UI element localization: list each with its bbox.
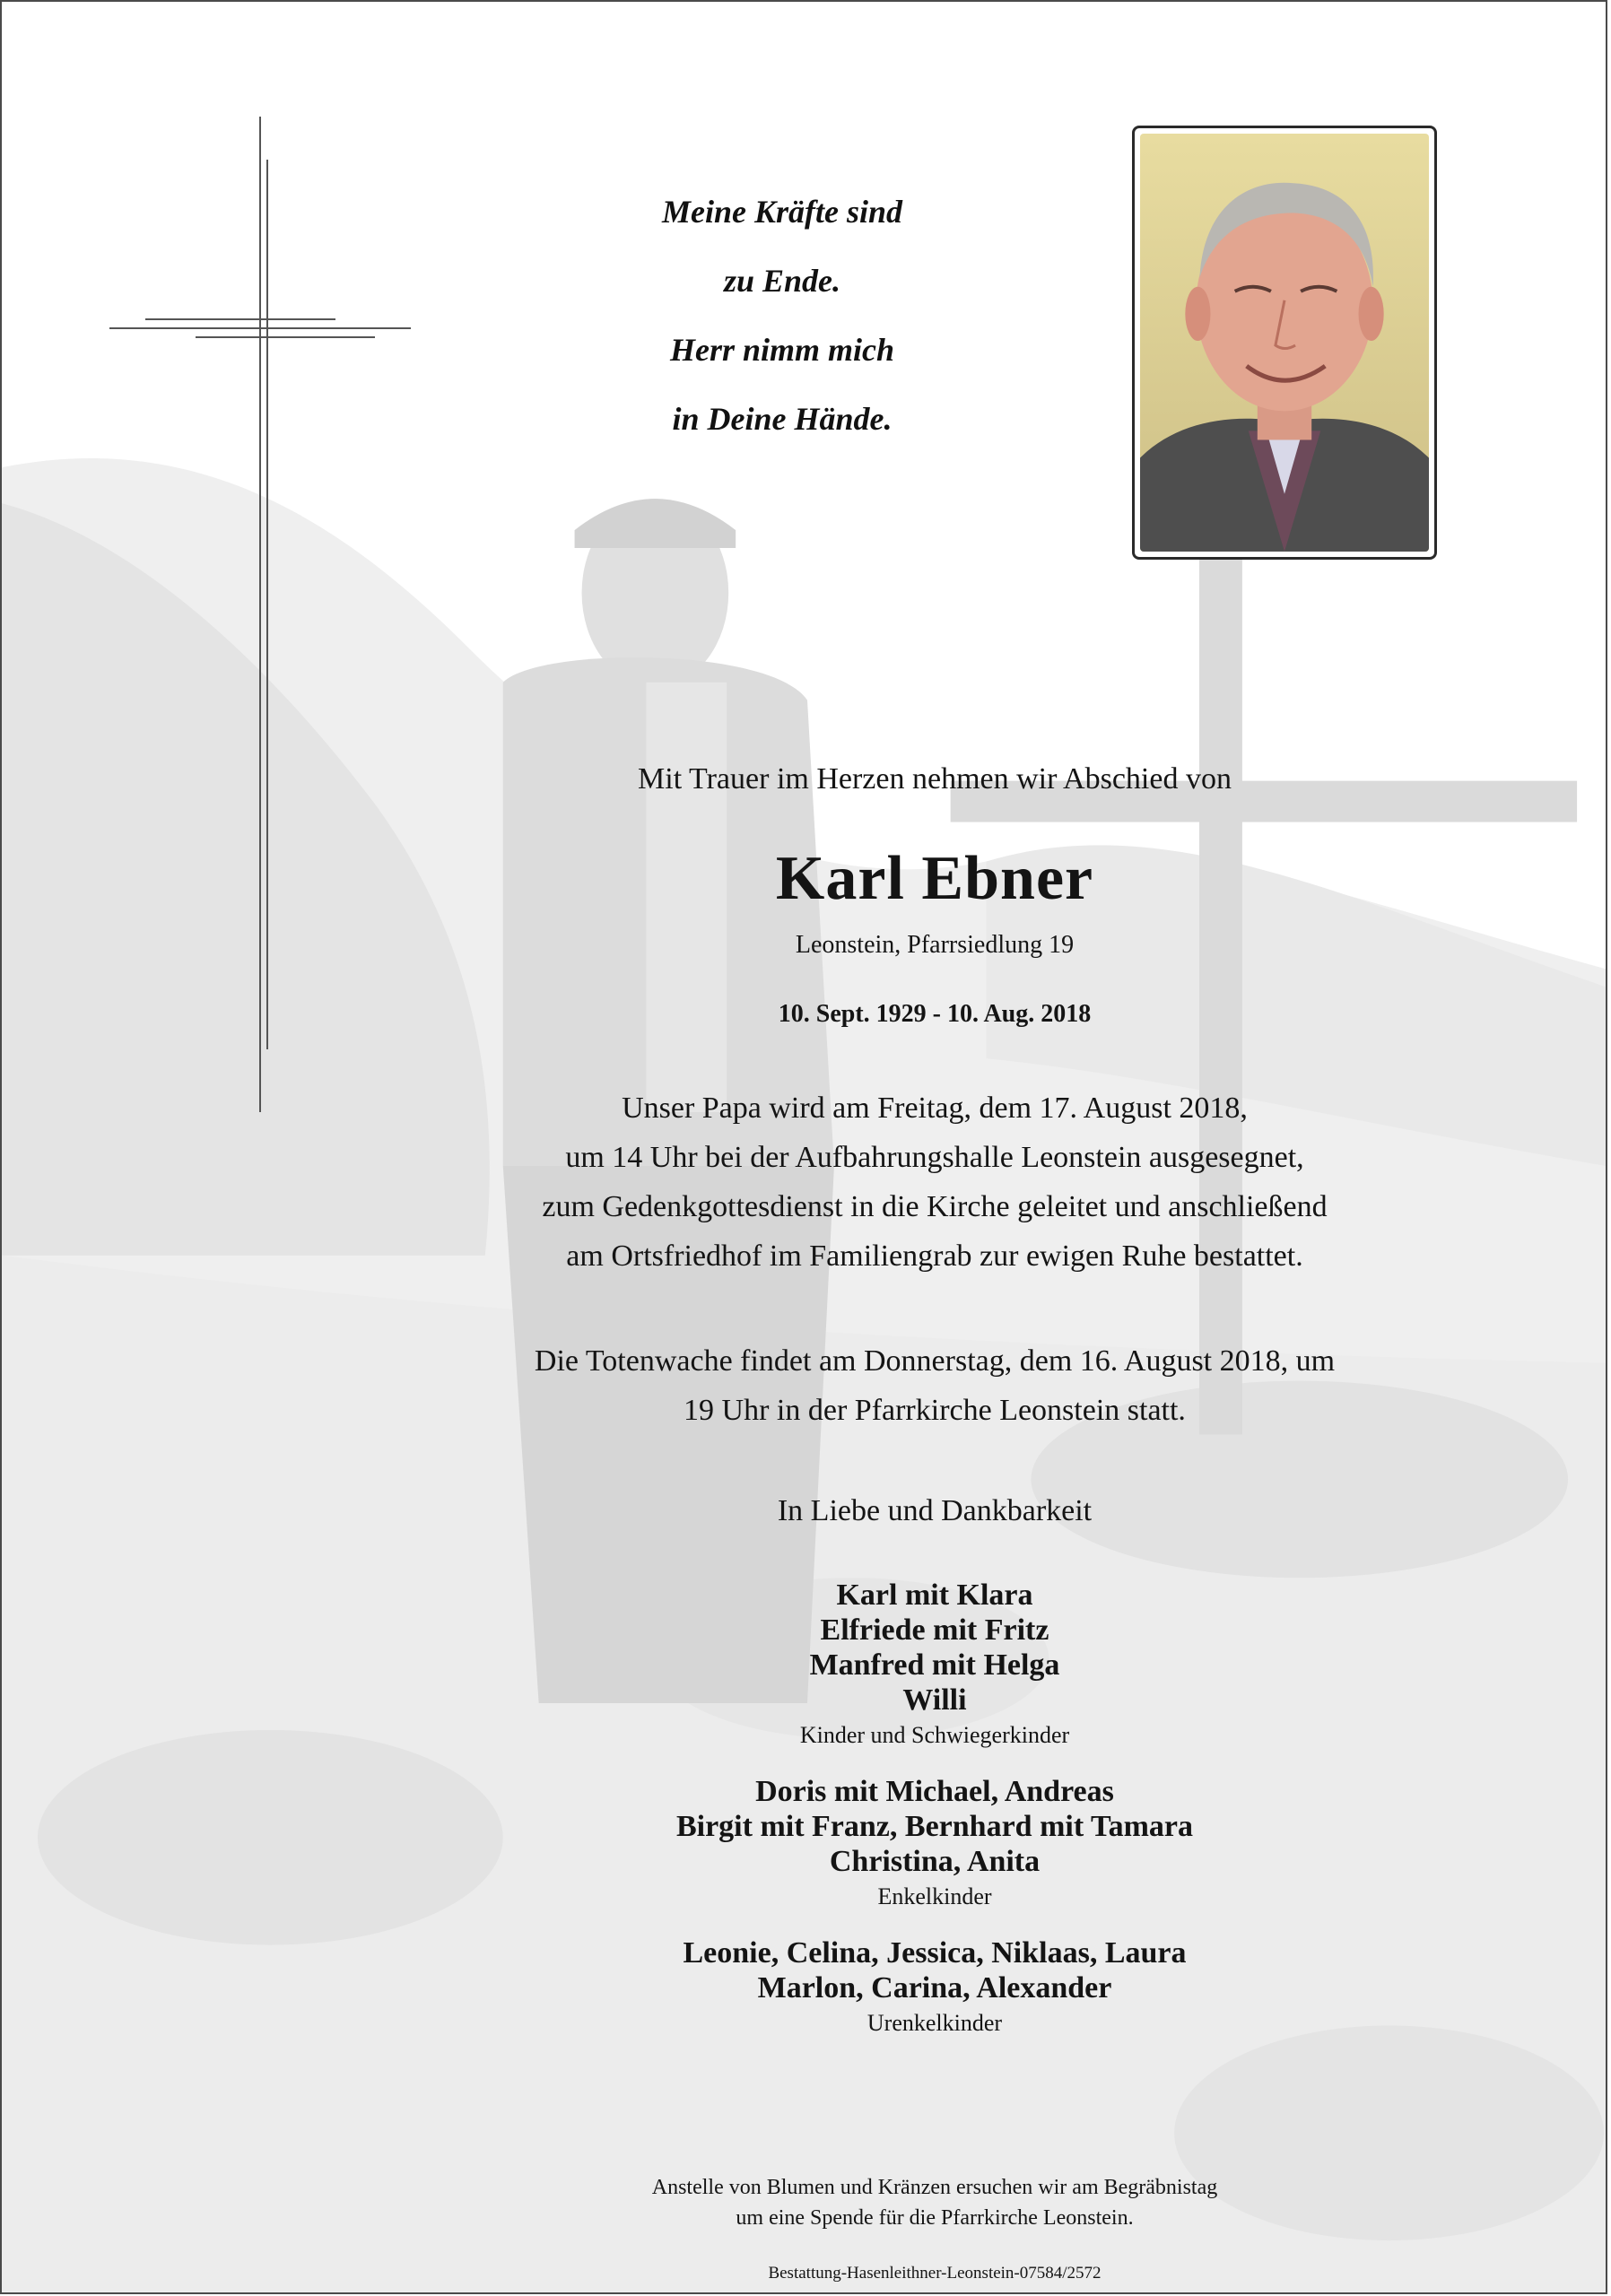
intro-text: Mit Trauer im Herzen nehmen wir Abschied von	[638, 762, 1232, 796]
family-name: Leonie, Celina, Jessica, Niklaas, Laura	[683, 1936, 1187, 1970]
family-grandchildren	[388, 1774, 1482, 1915]
family-name: Marlon, Carina, Alexander	[757, 1971, 1112, 2005]
funeral-home-credit: Bestattung-Hasenleithner-Leonstein-07584/2572	[768, 2264, 1102, 2283]
wake-line: 19 Uhr in der Pfarrkirche Leonstein statt.	[684, 1394, 1186, 1427]
family-name: Willi	[902, 1683, 967, 1717]
portrait-photo	[1132, 126, 1437, 560]
thanks-text: In Liebe und Dankbarkeit	[777, 1494, 1093, 1527]
life-dates: 10. Sept. 1929 - 10. Aug. 2018	[778, 1000, 1092, 1028]
quote-line: Meine Kräfte sind	[661, 194, 902, 230]
quote-line: zu Ende.	[723, 263, 841, 299]
wake-info	[388, 1336, 1482, 1435]
family-caption: Urenkelkinder	[866, 2010, 1003, 2036]
family-name: Birgit mit Franz, Bernhard mit Tamara	[675, 1810, 1194, 1843]
notice-line: um eine Spende für die Pfarrkirche Leonstein.	[736, 2206, 1134, 2230]
funeral-info	[388, 1083, 1482, 1281]
family-name: Manfred mit Helga	[809, 1648, 1060, 1682]
family-name: Karl mit Klara	[836, 1578, 1033, 1612]
funeral-line: zum Gedenkgottesdienst in die Kirche geleitet und anschließend	[542, 1190, 1328, 1223]
portrait-image	[1140, 134, 1429, 552]
deceased-name: Karl Ebner	[775, 844, 1094, 913]
quote-line: in Deine Hände.	[672, 401, 893, 437]
deceased-address: Leonstein, Pfarrsiedlung 19	[795, 931, 1075, 959]
family-great-grandchildren	[388, 1935, 1482, 2041]
family-name: Elfriede mit Fritz	[820, 1613, 1049, 1647]
notice-line: Anstelle von Blumen und Kränzen ersuchen wir am Begräbnistag	[651, 2176, 1218, 2199]
funeral-line: um 14 Uhr bei der Aufbahrungshalle Leonstein ausgesegnet,	[565, 1141, 1304, 1174]
family-children	[388, 1578, 1482, 1753]
memorial-quote	[540, 178, 1024, 454]
family-caption: Kinder und Schwiegerkinder	[799, 1722, 1070, 1748]
funeral-line: am Ortsfriedhof im Familiengrab zur ewigen Ruhe bestattet.	[566, 1239, 1303, 1273]
family-name: Christina, Anita	[829, 1845, 1041, 1878]
quote-line: Herr nimm mich	[669, 332, 895, 368]
funeral-line: Unser Papa wird am Freitag, dem 17. August 2018,	[622, 1091, 1248, 1125]
family-name: Doris mit Michael, Andreas	[755, 1775, 1114, 1808]
donation-notice	[388, 2172, 1482, 2233]
family-caption: Enkelkinder	[877, 1883, 992, 1909]
wake-line: Die Totenwache findet am Donnerstag, dem 16. August 2018, um	[534, 1344, 1336, 1378]
cross-icon	[109, 117, 414, 1112]
